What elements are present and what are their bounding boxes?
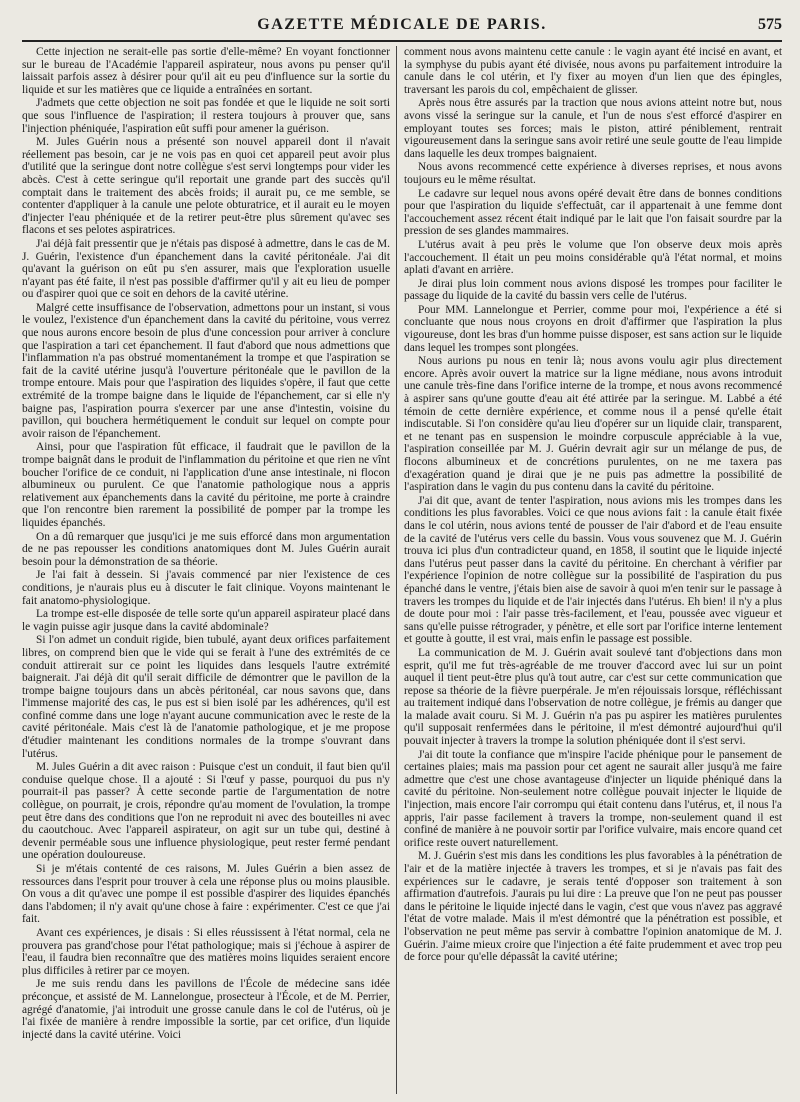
paragraph: La trompe est-elle disposée de telle sorte qu'un appareil aspirateur placé dans le vagin puisse agir jusque dans la cavité abdominale? (22, 608, 390, 633)
paragraph: Après nous être assurés par la traction que nous avions atteint notre but, nous avons vissé la seringue sur la canule, et l'un de nous s'est efforcé d'aspirer en employant toutes ses forces; mais le piston, attiré péniblement, rentrait vigoureusement dans la seringue sans avoir retiré une seule goutte de l'eau limpide dans laquelle les deux trompes baignaient. (404, 97, 782, 160)
paragraph: La communication de M. J. Guérin avait soulevé tant d'objections dans mon esprit, qu'il me fut très-agréable de me trouver d'accord avec lui sur un point auquel il tient peut-être plus qu'à tout autre, car c'est sur cette communication que repose sa théorie de la fièvre puerpérale. Je m'en réjouissais lorsque, réfléchissant au traitement indiqué dans l'observation de notre collègue, je frémis au danger que la malade avait couru. Si M. J. Guérin n'a pas pu aspirer les matières purulentes qu'il supposait renfermées dans le péritoine, il m'est démontré aujourd'hui qu'il pouvait injecter à travers la trompe la solution phéniquée dont il s'est servi. (404, 646, 782, 748)
paragraph: On a dû remarquer que jusqu'ici je me suis efforcé dans mon argumentation de ne pas repousser les conditions anatomiques dont M. Jules Guérin aurait besoin pour la démonstration de sa théorie. (22, 530, 390, 568)
paragraph: Je dirai plus loin comment nous avions disposé les trompes pour faciliter le passage du liquide de la cavité du bassin vers celle de l'utérus. (404, 277, 782, 303)
paragraph: J'ai dit que, avant de tenter l'aspiration, nous avions mis les trompes dans les conditions les plus favorables. Voici ce que nous avions fait : la canule était fixée dans le col utérin, nous avions tenté de pousser de l'air d'abord et de l'eau ensuite de la cavité de l'utérus vers celle du bassin. Vous vous souvenez que M. J. Guérin trouva ici plus d'un contradicteur quand, en 1858, il soutint que le liquide injecté dans l'utérus peut passer dans la cavité du péritoine. En cherchant à vérifier par l'expérience l'opinion de notre collègue sur la possibilité de l'aspiration du pus épanché dans le ventre, j'étais bien aise de savoir à quoi m'en tenir sur le passage à travers les trompes du liquide et de l'air injectés dans l'utérus. Eh bien! il n'y a plus de doute pour moi : l'air passe très-facilement, et l'eau, poussée avec vigueur et sans qu'elle puisse rétrograder, y pénètre, et elle sort par l'orifice interne lentement et goutte à goutte, il est vrai, mais enfin le passage est possible. (404, 494, 782, 646)
paragraph: Je l'ai fait à dessein. Si j'avais commencé par nier l'existence de ces conditions, je n'aurais plus eu à discuter le fait clinique. Voyons maintenant le fait anatomo-physiologique. (22, 569, 390, 607)
paragraph: Le cadavre sur lequel nous avons opéré devait être dans de bonnes conditions pour que l'aspiration du liquide s'effectuât, car il appartenait à une femme dont l'accouchement assez récent était indiqué par le lait que l'on faisait sourdre par la pression de ses glandes mammaires. (404, 187, 782, 238)
paragraph: M. J. Guérin s'est mis dans les conditions les plus favorables à la pénétration de l'air et de la matière injectée à travers les trompes, et si je n'avais pas fait des expériences sur le cadavre, je serais tenté d'opposer son traitement à son affirmation d'autrefois. J'aurais pu lui dire : La preuve que l'on ne peut pas pousser dans le péritoine le liquide injecté dans le vagin, c'est que vous n'avez pas aggravé l'état de votre malade. Mais il m'est démontré que la pénétration est possible, et l'observation ne peut même pas servir à combattre l'opinion anatomique de M. J. Guérin. J'aime mieux croire que l'injection a été faite prudemment et avec trop peu de force pour qu'elle dépassât la cavité utérine; (404, 850, 782, 964)
column-divider (396, 46, 397, 1094)
left-column (22, 46, 390, 1094)
paragraph: J'admets que cette objection ne soit pas fondée et que le liquide ne soit sorti que sous l'influence de l'aspiration; il restera toujours à prouver que, sans l'injection phéniquée, l'aspiration eût suffi pour amener la guérison. (22, 97, 390, 135)
paragraph: Nous avons recommencé cette expérience à diverses reprises, et nous avons toujours eu le même résultat. (404, 161, 782, 186)
paragraph: J'ai déjà fait pressentir que je n'étais pas disposé à admettre, dans le cas de M. J. Guérin, l'existence d'un épanchement dans la cavité péritonéale. J'ai dit qu'avant la guérison on eût pu s'en assurer, mais que l'exploration usuelle n'ayant pas été faite, il n'est pas possible d'affirmer qu'il y ait eu lieu de pomper ou d'aspirer quoi que ce soit en dehors de la cavité utérine. (22, 237, 390, 301)
paragraph: Si l'on admet un conduit rigide, bien tubulé, ayant deux orifices parfaitement libres, on comprend bien que le vide qui se ferait à l'une des extrémités de ce conduit attirerait sur ce point les liquides dans lesquels l'autre extrémité baignerait. J'ai déjà dit qu'il serait difficile de démontrer que le pavillon de la trompe baigne toujours dans un abcès péritonéal, car nous savons que, dans l'immense majorité des cas, le pus est si bien isolé par les adhérences, qu'il est confiné comme dans une loge n'ayant aucune communication avec le reste de la cavité péritonéale. Mais c'est là de l'anatomie pathologique, et je me propose d'étudier maintenant les conditions normales de la trompe s'ouvrant dans l'utérus. (22, 634, 390, 760)
paragraph: Nous aurions pu nous en tenir là; nous avons voulu agir plus directement encore. Après avoir ouvert la matrice sur la ligne médiane, nous avons introduit une canule très-fine dans l'orifice interne de la trompe, et nous avons recommencé à aspirer sans qu'une goutte d'eau ait été attirée par la seringue. M. Labbé a été témoin de cette dernière expérience, et comme nous il a pensé qu'elle était indiscutable. Si l'on considère qu'au lieu d'opérer sur un liquide clair, transparent, et ne tenant pas en suspension le moindre corpuscule appréciable à la vue, l'aspiration conseillée par M. J. Guérin devrait agir sur un mélange de pus, de flocons albumineux et de concrétions purulentes, on ne me taxera pas d'exagération quand je dirai que je ne puis pas admettre la possibilité de l'aspiration dans le vagin du pus contenu dans la cavité du péritoine. (404, 355, 782, 494)
paragraph: Ainsi, pour que l'aspiration fût efficace, il faudrait que le pavillon de la trompe baignât dans le produit de l'inflammation du péritoine et que rien ne vînt boucher l'orifice de ce conduit, ni l'application d'une anse intestinale, ni flocon albumineux ou purulent. Ce que l'anatomie pathologique nous a appris relativement aux épanchements dans la cavité du péritoine, me porte à craindre que l'on rencontre bien rarement la possibilité de pomper par la trompe les liquides épanchés. (22, 441, 390, 529)
paragraph: Avant ces expériences, je disais : Si elles réussissent à l'état normal, cela ne prouvera pas grand'chose pour l'état pathologique; mais si j'échoue à aspirer de l'eau, il faudra bien reconnaître que des matières moins liquides seraient encore plus difficiles à retirer par ce moyen. (22, 926, 390, 977)
paragraph: M. Jules Guérin a dit avec raison : Puisque c'est un conduit, il faut bien qu'il conduise quelque chose. Il a ajouté : Si l'œuf y passe, pourquoi du pus n'y pourrait-il pas passer? À cette seconde partie de l'argumentation de notre collègue, on pourrait, je crois, répondre qu'au moment de l'ovulation, la trompe peut être dans des conditions que l'on ne reproduit ni avec des bouteilles ni avec du caoutchouc. Avec l'appareil aspirateur, on agit sur un tube qui, destiné à devenir perméable sous une influence physiologique, peut rester fermé pendant une opération douloureuse. (22, 761, 390, 862)
right-column (404, 46, 782, 1094)
paragraph: Si je m'étais contenté de ces raisons, M. Jules Guérin a bien assez de ressources dans l'esprit pour trouver à cela une réponse plus ou moins plausible. On vous a dit qu'avec une pompe il est possible d'aspirer des liquides épanchés dans l'abdomen; il n'y avait qu'une chose à faire : expérimenter. C'est ce que j'ai fait. (22, 863, 390, 926)
paragraph: Malgré cette insuffisance de l'observation, admettons pour un instant, si vous le voulez, l'existence d'un épanchement dans la cavité du péritoine, vous verrez que nous aurons encore besoin de plus d'une concession pour arriver à conclure que l'aspiration a tari cet épanchement. Il faut d'abord que nous admettions que l'inflammation n'a pas obstrué momentanément la trompe et que l'aspiration se fait de la cavité utérine jusqu'à l'ouverture péritonéale que le pavillon de la trompe entoure. Mais pour que l'aspiration des liquides s'opère, il faut que cette extrémité de la trompe baigne dans le liquide de l'épanchement, car si elle n'y baigne pas, l'aspiration pourra s'exercer par une anse d'intestin, voisine du pavillon, qui bouchera hermétiquement le conduit sur lequel on compte pour avoir raison de l'épanchement. (22, 301, 390, 440)
paragraph: M. Jules Guérin nous a présenté son nouvel appareil dont il n'avait réellement pas besoin, car je ne vois pas en quoi cet appareil peut avoir plus d'utilité que la seringue dont notre collègue s'est servi longtemps pour vider les abcès. C'est à cette seringue qu'il reportait une grande part des succès qu'il comptait dans le traitement des abcès froids; il aurait pu, ce me semble, se contenter d'appliquer à la canule une pelote obturatrice, et il aurait eu le moyen d'injecter l'eau phéniquée et de la retirer peut-être plus sûrement qu'avec ses flacons et ses pelotes aspiratrices. (22, 136, 390, 237)
paragraph: Je me suis rendu dans les pavillons de l'École de médecine sans idée préconçue, et assisté de M. Lannelongue, prosecteur à l'École, et de M. Perrier, agrégé d'anatomie, j'ai introduit une grosse canule dans le col de l'utérus, où je l'ai fixée de manière à rendre impossible la sortie, par cet orifice, d'un liquide injecté dans la cavité utérine. Voici (22, 978, 390, 1041)
paragraph: L'utérus avait à peu près le volume que l'on observe deux mois après l'accouchement. Il était un peu moins considérable qu'à l'état normal, et moins aplati d'avant en arrière. (404, 238, 782, 277)
journal-title: GAZETTE MÉDICALE DE PARIS. (257, 16, 547, 33)
page-header (22, 14, 782, 38)
paragraph: J'ai dit toute la confiance que m'inspire l'acide phénique pour le pansement de certaines plaies; mais ma passion pour cet agent ne saurait aller jusqu'à me faire admettre que c'est une chose avantageuse d'injecter un liquide phéniqué dans la cavité du péritoine. Non-seulement notre collègue pouvait injecter le liquide de l'injection, mais encore l'air corrompu qui était contenu dans l'utérus, et, il nous l'a appris, l'air passe facilement à travers la trompe, non-seulement quand il est confiné de manière à ne pouvoir sortir par l'orifice vulvaire, mais encore quand cet orifice reste ouvert naturellement. (404, 748, 782, 849)
paragraph: comment nous avons maintenu cette canule : le vagin ayant été incisé en avant, et la symphyse du pubis ayant été divisée, nous avons pu parfaitement introduire la canule dans le col utérin, et l'y fixer au moyen d'un lien que des épingles, traversant les parois du col, empêchaient de glisser. (404, 46, 782, 96)
header-rule (22, 40, 782, 42)
paragraph: Pour MM. Lannelongue et Perrier, comme pour moi, l'expérience a été si concluante que nous nous croyons en droit d'affirmer que l'aspiration la plus vigoureuse, dont les bras d'un homme puisse disposer, est sans action sur le liquide dans lequel les trompes sont plongées. (404, 303, 782, 354)
page-number: 575 (758, 16, 782, 33)
paragraph: Cette injection ne serait-elle pas sortie d'elle-même? En voyant fonctionner sur le bureau de l'Académie l'appareil aspirateur, nous avons pu penser qu'il laissait parfois assez à désirer pour qu'il ait eu peu d'influence sur la sortie du liquide et sur les matières que ce liquide a entraînées en sortant. (22, 46, 390, 96)
